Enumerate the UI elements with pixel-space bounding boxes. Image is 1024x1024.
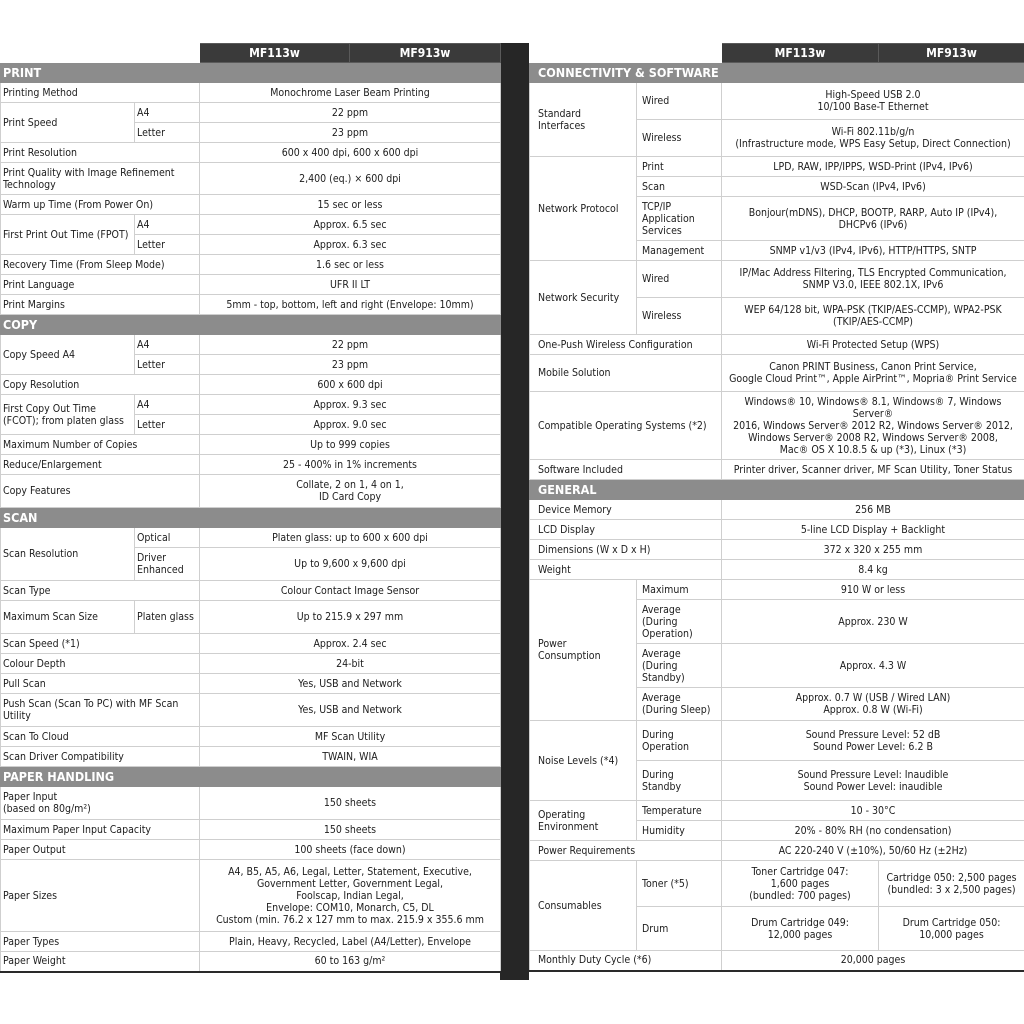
- table-row: [1, 694, 501, 727]
- row-value: 25 - 400% in 1% increments: [200, 455, 501, 475]
- row-value: Printer driver, Scanner driver, MF Scan Utility, Toner Status: [722, 460, 1024, 480]
- row-label: Paper Sizes: [1, 860, 200, 932]
- row-label: LCD Display: [530, 520, 722, 540]
- row-value: Wi-Fi Protected Setup (WPS): [722, 335, 1024, 355]
- table-row: [1, 375, 501, 395]
- row-sublabel: Letter: [135, 123, 200, 143]
- row-value: Plain, Heavy, Recycled, Label (A4/Letter), Envelope: [200, 932, 501, 952]
- model-mf113w: MF113w: [722, 44, 879, 63]
- section-print: [1, 63, 501, 83]
- row-value: 60 to 163 g/m²: [200, 952, 501, 972]
- row-sublabel: Letter: [135, 235, 200, 255]
- row-value: LPD, RAW, IPP/IPPS, WSD-Print (IPv4, IPv6): [722, 157, 1024, 177]
- row-label: Colour Depth: [1, 654, 200, 674]
- table-row: [530, 540, 1024, 560]
- table-row: [1, 295, 501, 315]
- row-label: Power Requirements: [530, 841, 722, 861]
- row-value: Approx. 2.4 sec: [200, 634, 501, 654]
- table-row: [530, 392, 1024, 460]
- section-connectivity: [530, 63, 1024, 83]
- row-label: Noise Levels (*4): [530, 721, 637, 801]
- row-label: Device Memory: [530, 500, 722, 520]
- row-value: Wi-Fi 802.11b/g/n (Infrastructure mode, WPS Easy Setup, Direct Connection): [722, 120, 1024, 157]
- row-value: 1.6 sec or less: [200, 255, 501, 275]
- row-value: A4, B5, A5, A6, Legal, Letter, Statement, Executive, Government Letter, Government Legal, Foolscap, Indian Legal, Envelope: COM10, Monarch, C5, DL Custom (min. 76.2 x 127 mm to max. 215.9 x 355.6 mm: [200, 860, 501, 932]
- row-value-mf113w: Drum Cartridge 049: 12,000 pages: [722, 907, 879, 951]
- table-row: [1, 163, 501, 195]
- row-label: One-Push Wireless Configuration: [530, 335, 722, 355]
- model-mf913w: MF913w: [350, 44, 501, 63]
- row-value: 20,000 pages: [722, 951, 1024, 971]
- model-header-row: [1, 44, 501, 63]
- row-sublabel: Humidity: [637, 821, 722, 841]
- row-label: Consumables: [530, 861, 637, 951]
- row-label: Monthly Duty Cycle (*6): [530, 951, 722, 971]
- table-row: [1, 255, 501, 275]
- row-label: Reduce/Enlargement: [1, 455, 200, 475]
- row-value: 5mm - top, bottom, left and right (Envelope: 10mm): [200, 295, 501, 315]
- row-value: Sound Pressure Level: Inaudible Sound Power Level: inaudible: [722, 761, 1024, 801]
- table-row: [1, 747, 501, 767]
- table-row: [1, 143, 501, 163]
- row-value: Colour Contact Image Sensor: [200, 581, 501, 601]
- table-row: [530, 460, 1024, 480]
- row-value: 22 ppm: [200, 335, 501, 355]
- table-row: [1, 787, 501, 820]
- row-label: Scan Speed (*1): [1, 634, 200, 654]
- row-sublabel: Average (During Sleep): [637, 688, 722, 721]
- row-label: Maximum Paper Input Capacity: [1, 820, 200, 840]
- row-value: 100 sheets (face down): [200, 840, 501, 860]
- row-value: MF Scan Utility: [200, 727, 501, 747]
- row-value: 600 x 600 dpi: [200, 375, 501, 395]
- table-row: [530, 355, 1024, 392]
- row-sublabel: Average (During Standby): [637, 644, 722, 688]
- row-value: Canon PRINT Business, Canon Print Service, Google Cloud Print™, Apple AirPrint™, Mopria® Print Service: [722, 355, 1024, 392]
- table-row: [530, 157, 1024, 177]
- row-value: Approx. 0.7 W (USB / Wired LAN) Approx. 0.8 W (Wi-Fi): [722, 688, 1024, 721]
- row-value: Platen glass: up to 600 x 600 dpi: [200, 528, 501, 548]
- row-value: Approx. 9.3 sec: [200, 395, 501, 415]
- table-row: [530, 335, 1024, 355]
- row-label: Compatible Operating Systems (*2): [530, 392, 722, 460]
- row-value: Approx. 9.0 sec: [200, 415, 501, 435]
- row-label: Pull Scan: [1, 674, 200, 694]
- row-sublabel: Optical: [135, 528, 200, 548]
- row-label: Print Language: [1, 275, 200, 295]
- row-value: Monochrome Laser Beam Printing: [200, 83, 501, 103]
- table-row: [1, 654, 501, 674]
- row-value: WEP 64/128 bit, WPA-PSK (TKIP/AES-CCMP), WPA2-PSK (TKIP/AES-CCMP): [722, 298, 1024, 335]
- row-label: Power Consumption: [530, 580, 637, 721]
- row-label: Recovery Time (From Sleep Mode): [1, 255, 200, 275]
- row-sublabel: A4: [135, 395, 200, 415]
- row-value: 20% - 80% RH (no condensation): [722, 821, 1024, 841]
- row-sublabel: During Standby: [637, 761, 722, 801]
- row-sublabel: Scan: [637, 177, 722, 197]
- row-value: WSD-Scan (IPv4, IPv6): [722, 177, 1024, 197]
- row-value-mf913w: Drum Cartridge 050: 10,000 pages: [879, 907, 1024, 951]
- table-row: [1, 952, 501, 972]
- row-value: 372 x 320 x 255 mm: [722, 540, 1024, 560]
- table-row: [1, 727, 501, 747]
- row-label: Paper Types: [1, 932, 200, 952]
- row-label: Maximum Scan Size: [1, 601, 135, 634]
- table-row: [1, 395, 501, 415]
- section-title: SCAN: [1, 508, 200, 528]
- table-row: [530, 951, 1024, 971]
- row-value: Collate, 2 on 1, 4 on 1, ID Card Copy: [200, 475, 501, 508]
- table-row: [1, 860, 501, 932]
- table-row: [1, 83, 501, 103]
- table-row: [530, 83, 1024, 120]
- row-label: Scan Resolution: [1, 528, 135, 581]
- row-sublabel: Average (During Operation): [637, 600, 722, 644]
- row-label: Standard Interfaces: [530, 83, 637, 157]
- row-label: Operating Environment: [530, 801, 637, 841]
- bottom-rule: [1, 972, 501, 973]
- row-value: Windows® 10, Windows® 8.1, Windows® 7, Windows Server® 2016, Windows Server® 2012 R2, Windows Server® 2012, Windows Server® 2008 R2, Windows Server® 2008, Mac® OS X 10.8.5 & up (*3), Linux (*3): [722, 392, 1024, 460]
- row-label: Paper Output: [1, 840, 200, 860]
- table-row: [530, 500, 1024, 520]
- row-sublabel: Platen glass: [135, 601, 200, 634]
- row-value: Sound Pressure Level: 52 dB Sound Power Level: 6.2 B: [722, 721, 1024, 761]
- row-value: SNMP v1/v3 (IPv4, IPv6), HTTP/HTTPS, SNTP: [722, 241, 1024, 261]
- model-mf113w: MF113w: [200, 44, 350, 63]
- row-value: High-Speed USB 2.0 10/100 Base-T Ethernet: [722, 83, 1024, 120]
- table-row: [1, 674, 501, 694]
- row-label: Copy Resolution: [1, 375, 200, 395]
- row-value: Approx. 6.5 sec: [200, 215, 501, 235]
- row-label: Dimensions (W x D x H): [530, 540, 722, 560]
- row-label: Maximum Number of Copies: [1, 435, 200, 455]
- row-label: Network Protocol: [530, 157, 637, 261]
- table-row: [1, 275, 501, 295]
- table-row: [530, 560, 1024, 580]
- spec-table-right: [529, 43, 1024, 972]
- section-title: COPY: [1, 315, 200, 335]
- model-mf913w: MF913w: [879, 44, 1024, 63]
- row-label: Warm up Time (From Power On): [1, 195, 200, 215]
- table-row: [530, 861, 1024, 907]
- row-label: Print Resolution: [1, 143, 200, 163]
- table-row: [1, 215, 501, 235]
- row-value: 22 ppm: [200, 103, 501, 123]
- row-value: Yes, USB and Network: [200, 694, 501, 727]
- row-label: Network Security: [530, 261, 637, 335]
- row-value: 15 sec or less: [200, 195, 501, 215]
- row-label: Print Quality with Image Refinement Technology: [1, 163, 200, 195]
- row-value: 10 - 30°C: [722, 801, 1024, 821]
- row-value: Approx. 230 W: [722, 600, 1024, 644]
- section-title: PRINT: [1, 63, 200, 83]
- row-value: 256 MB: [722, 500, 1024, 520]
- table-row: [530, 721, 1024, 761]
- section-general: [530, 480, 1024, 500]
- section-copy: [1, 315, 501, 335]
- center-divider: [500, 43, 529, 980]
- table-row: [530, 580, 1024, 600]
- model-header-row: [530, 44, 1024, 63]
- row-value: Approx. 4.3 W: [722, 644, 1024, 688]
- row-sublabel: Wired: [637, 83, 722, 120]
- row-sublabel: Drum: [637, 907, 722, 951]
- section-title: PAPER HANDLING: [1, 767, 200, 787]
- row-value: 23 ppm: [200, 123, 501, 143]
- row-value: Up to 215.9 x 297 mm: [200, 601, 501, 634]
- row-value: AC 220-240 V (±10%), 50/60 Hz (±2Hz): [722, 841, 1024, 861]
- row-value: 8.4 kg: [722, 560, 1024, 580]
- row-value-mf913w: Cartridge 050: 2,500 pages (bundled: 3 x 2,500 pages): [879, 861, 1024, 907]
- row-sublabel: During Operation: [637, 721, 722, 761]
- row-value: 600 x 400 dpi, 600 x 600 dpi: [200, 143, 501, 163]
- row-sublabel: Wireless: [637, 120, 722, 157]
- row-sublabel: Print: [637, 157, 722, 177]
- table-row: [1, 455, 501, 475]
- table-row: [1, 820, 501, 840]
- table-row: [1, 103, 501, 123]
- table-row: [1, 840, 501, 860]
- row-label: Print Margins: [1, 295, 200, 315]
- row-value: 150 sheets: [200, 820, 501, 840]
- row-value: 24-bit: [200, 654, 501, 674]
- row-label: Scan Type: [1, 581, 200, 601]
- section-title: CONNECTIVITY & SOFTWARE: [530, 63, 722, 83]
- row-sublabel: TCP/IP Application Services: [637, 197, 722, 241]
- table-row: [1, 932, 501, 952]
- row-label: Print Speed: [1, 103, 135, 143]
- row-sublabel: A4: [135, 335, 200, 355]
- row-value: Up to 999 copies: [200, 435, 501, 455]
- table-row: [1, 195, 501, 215]
- row-value: IP/Mac Address Filtering, TLS Encrypted Communication, SNMP V3.0, IEEE 802.1X, IPv6: [722, 261, 1024, 298]
- section-title: GENERAL: [530, 480, 722, 500]
- row-sublabel: Wired: [637, 261, 722, 298]
- row-label: Scan To Cloud: [1, 727, 200, 747]
- row-label: Weight: [530, 560, 722, 580]
- row-sublabel: Wireless: [637, 298, 722, 335]
- row-sublabel: Maximum: [637, 580, 722, 600]
- row-label: First Print Out Time (FPOT): [1, 215, 135, 255]
- row-label: Mobile Solution: [530, 355, 722, 392]
- table-row: [1, 581, 501, 601]
- row-label: Software Included: [530, 460, 722, 480]
- table-row: [1, 335, 501, 355]
- row-label: Scan Driver Compatibility: [1, 747, 200, 767]
- row-label: Copy Features: [1, 475, 200, 508]
- bottom-rule: [530, 971, 1024, 972]
- table-row: [1, 475, 501, 508]
- row-sublabel: Toner (*5): [637, 861, 722, 907]
- row-sublabel: Letter: [135, 415, 200, 435]
- row-sublabel: Letter: [135, 355, 200, 375]
- row-value: Approx. 6.3 sec: [200, 235, 501, 255]
- row-value: Bonjour(mDNS), DHCP, BOOTP, RARP, Auto IP (IPv4), DHCPv6 (IPv6): [722, 197, 1024, 241]
- row-sublabel: Driver Enhanced: [135, 548, 200, 581]
- section-scan: [1, 508, 501, 528]
- table-row: [530, 801, 1024, 821]
- row-value: 910 W or less: [722, 580, 1024, 600]
- table-row: [530, 841, 1024, 861]
- spec-table-left: [0, 43, 500, 973]
- row-label: First Copy Out Time (FCOT); from platen glass: [1, 395, 135, 435]
- row-label: Push Scan (Scan To PC) with MF Scan Utility: [1, 694, 200, 727]
- table-row: [1, 435, 501, 455]
- table-row: [1, 528, 501, 548]
- row-value: 150 sheets: [200, 787, 501, 820]
- section-paper-handling: [1, 767, 501, 787]
- row-label: Paper Weight: [1, 952, 200, 972]
- row-label: Paper Input (based on 80g/m²): [1, 787, 200, 820]
- row-value: Yes, USB and Network: [200, 674, 501, 694]
- table-row: [530, 261, 1024, 298]
- row-value: Up to 9,600 x 9,600 dpi: [200, 548, 501, 581]
- row-value: 23 ppm: [200, 355, 501, 375]
- row-label: Printing Method: [1, 83, 200, 103]
- table-row: [1, 601, 501, 634]
- row-value-mf113w: Toner Cartridge 047: 1,600 pages (bundled: 700 pages): [722, 861, 879, 907]
- row-value: TWAIN, WIA: [200, 747, 501, 767]
- row-sublabel: A4: [135, 215, 200, 235]
- row-value: 2,400 (eq.) × 600 dpi: [200, 163, 501, 195]
- table-row: [530, 520, 1024, 540]
- row-sublabel: A4: [135, 103, 200, 123]
- row-label: Copy Speed A4: [1, 335, 135, 375]
- table-row: [1, 634, 501, 654]
- row-sublabel: Management: [637, 241, 722, 261]
- row-value: UFR II LT: [200, 275, 501, 295]
- row-sublabel: Temperature: [637, 801, 722, 821]
- row-value: 5-line LCD Display + Backlight: [722, 520, 1024, 540]
